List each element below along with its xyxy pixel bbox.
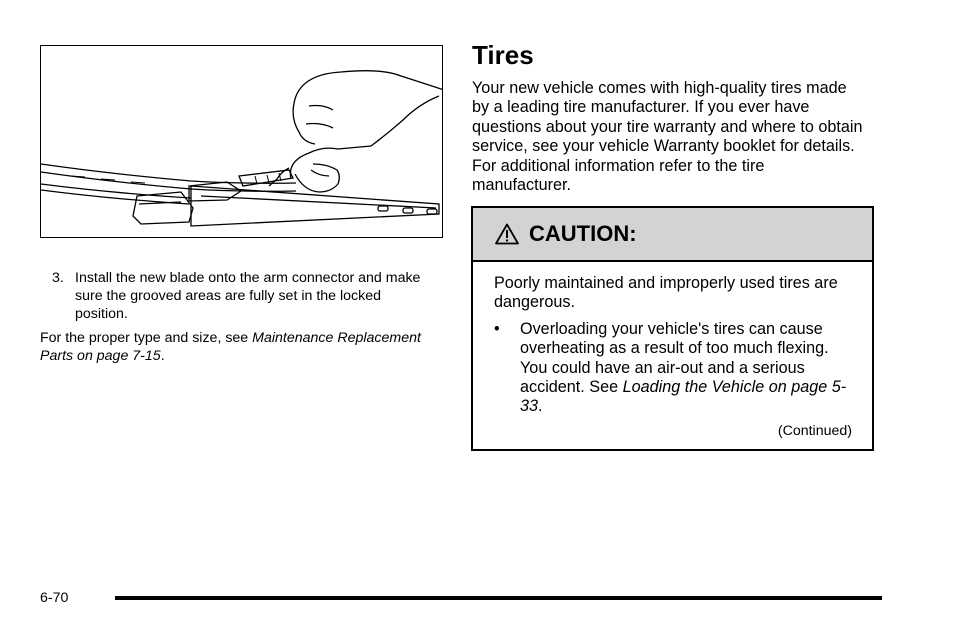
bullet-link[interactable]: Loading the Vehicle on page 5-33 xyxy=(520,378,847,416)
wiper-blade-illustration xyxy=(40,45,443,238)
step-number: 3. xyxy=(52,270,64,286)
reference-link[interactable]: Maintenance Replacement Parts on page 7-15 xyxy=(40,330,421,364)
bullet-suffix: . xyxy=(538,397,543,416)
reference-suffix: . xyxy=(160,348,165,364)
caution-title: CAUTION: xyxy=(529,221,637,246)
section-title: Tires xyxy=(472,40,534,70)
bullet-text: Overloading your vehicle's tires can cause overheating as a result of too much flexing. You could have an air-out and a serious accident. See xyxy=(520,319,829,397)
step-text: Install the new blade onto the arm connector and make sure the grooved areas are fully set in the locked position. xyxy=(75,270,421,322)
caution-bullet xyxy=(494,320,852,417)
page-number: 6-70 xyxy=(40,590,69,606)
instruction-step xyxy=(52,269,432,323)
reference-paragraph xyxy=(40,329,432,365)
caution-header xyxy=(473,208,872,262)
caution-body xyxy=(473,262,872,417)
caution-box xyxy=(471,206,874,451)
footer-rule xyxy=(115,596,882,600)
section-paragraph: Your new vehicle comes with high-quality tires made by a leading tire manufacturer. If you ever have questions about your tire warranty and where to obtain service, see your vehicle Warranty booklet for details. For additional information refer to the tire manufacturer. xyxy=(472,79,863,195)
continued-note: (Continued) xyxy=(777,423,852,439)
caution-intro: Poorly maintained and improperly used tires are dangerous. xyxy=(494,274,838,312)
warning-triangle-icon xyxy=(495,223,519,245)
reference-prefix: For the proper type and size, see xyxy=(40,330,253,346)
bullet-marker: • xyxy=(494,319,500,338)
